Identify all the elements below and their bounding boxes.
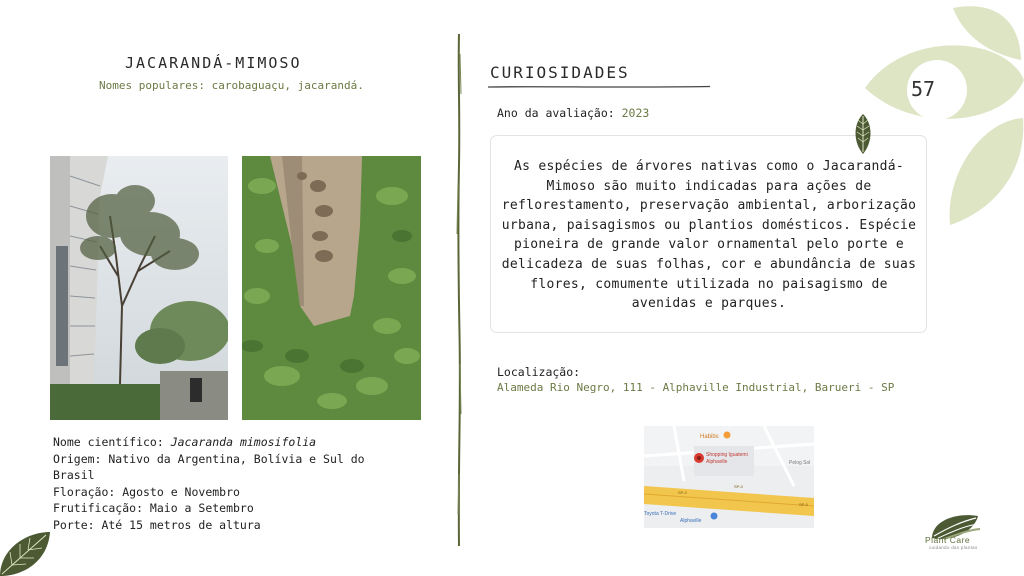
curiosities-text: As espécies de árvores nativas como o Jacarandá-Mimoso são muito indicadas para ações de reflorestamento, preservação ambiental, arborização urbana, paisagismos ou plantios domésticos. Espécie pioneira de grande valor ornamental pelo porte e delicadeza de suas folhas, cor e abundância de suas flores, comumente utilizada no paisagismo de avenidas e parques. xyxy=(501,159,917,312)
map-road-label: SP-0 xyxy=(799,502,808,507)
scientific-label: Nome científico: xyxy=(53,435,171,449)
location-map[interactable] xyxy=(644,426,814,528)
corner-leaf-icon xyxy=(0,530,52,576)
brand-name: Plant Care xyxy=(925,535,971,545)
year-value: 2023 xyxy=(621,106,650,120)
fruiting-row: Frutificação: Maio a Setembro xyxy=(53,501,254,515)
flowering-row: Floração: Agosto e Novembro xyxy=(53,484,240,499)
scientific-name-row xyxy=(53,434,413,451)
location-label: Localização: xyxy=(497,365,581,379)
location-address: Alameda Rio Negro, 111 - Alphaville Industrial, Barueri - SP xyxy=(497,381,895,394)
size-row: Porte: Até 15 metros de altura xyxy=(53,517,261,532)
map-poi-pelog: Pelog Sol xyxy=(789,460,811,466)
small-leaf-icon xyxy=(853,114,873,154)
curiosities-title: CURIOSIDADES xyxy=(490,63,630,82)
title-underline xyxy=(488,84,710,90)
leaf-decoration xyxy=(855,0,1024,225)
column-divider xyxy=(450,34,468,546)
origin-row: Origem: Nativo da Argentina, Bolívia e Sul do Brasil xyxy=(53,451,365,482)
page-number: 57 xyxy=(911,77,936,101)
tree-photo xyxy=(50,156,228,420)
evaluation-year xyxy=(497,106,649,120)
popular-names: Nomes populares: carobaguaçu, jacarandá. xyxy=(99,79,364,92)
map-poi-toyota-sub: Alphaville xyxy=(680,518,702,524)
map-poi-toyota: Toyota T-Drive xyxy=(644,511,677,517)
scientific-name: Jacaranda mimosifolia xyxy=(170,435,317,449)
plant-info xyxy=(53,434,413,533)
map-poi-shopping-sub: Alphaville xyxy=(706,459,728,465)
map-poi-shopping: Shopping Iguatemi xyxy=(706,452,748,458)
plant-name: JACARANDÁ-MIMOSO xyxy=(125,54,302,72)
map-poi-habibs: Habibs xyxy=(700,434,719,440)
brand-tagline: cuidando das plantas xyxy=(929,545,978,550)
trunk-photo xyxy=(242,156,421,420)
map-road-label: SP-0 xyxy=(678,490,687,495)
year-label: Ano da avaliação: xyxy=(497,106,622,120)
map-road-label: SP-0 xyxy=(734,484,743,489)
